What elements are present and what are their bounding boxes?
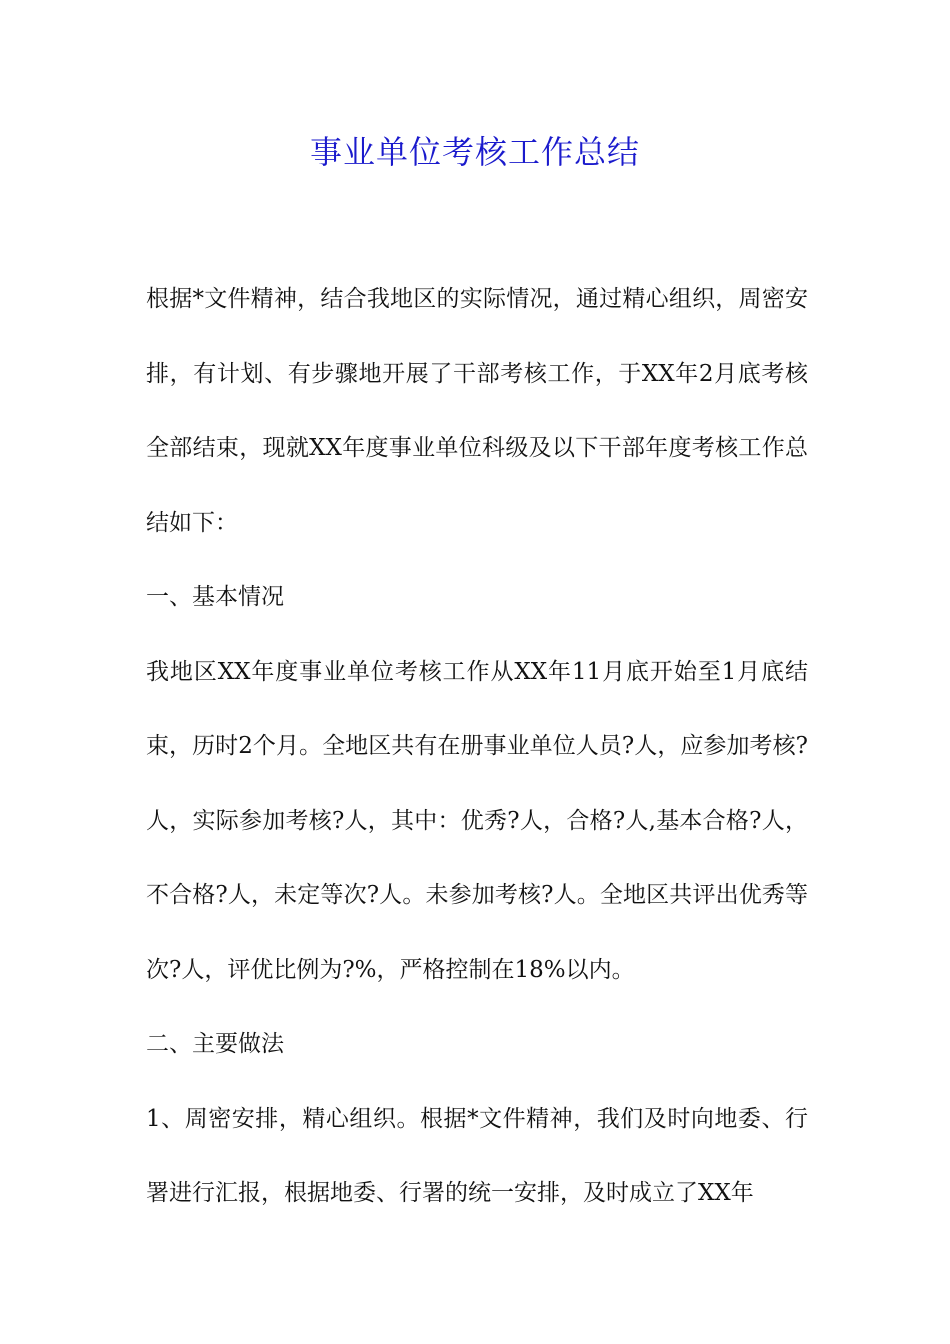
document-title: 事业单位考核工作总结 <box>309 133 640 171</box>
paragraph-main-practices-1: 1、周密安排，精心组织。根据*文件精神，我们及时向地委、行署进行汇报，根据地委、行署的统一安排，及时成立了XX年 <box>146 1105 808 1206</box>
document-body <box>146 262 808 1231</box>
paragraph-intro: 根据*文件精神，结合我地区的实际情况，通过精心组织，周密安排，有计划、有步骤地开展了干部考核工作，于XX年2月底考核全部结束，现就XX年度事业单位科级及以下干部年度考核工作总结如下： <box>146 286 808 536</box>
section-heading-basic-situation: 一、基本情况 <box>146 584 284 610</box>
paragraph-basic-situation: 我地区XX年度事业单位考核工作从XX年11月底开始至1月底结束，历时2个月。全地区共有在册事业单位人员?人，应参加考核?人，实际参加考核?人，其中：优秀?人，合格?人,基本合格?人，不合格?人，未定等次?人。未参加考核?人。全地区共评出优秀等次?人，评优比例为?%，严格控制在18%以内。 <box>146 658 808 983</box>
section-heading-main-practices: 二、主要做法 <box>146 1031 284 1057</box>
